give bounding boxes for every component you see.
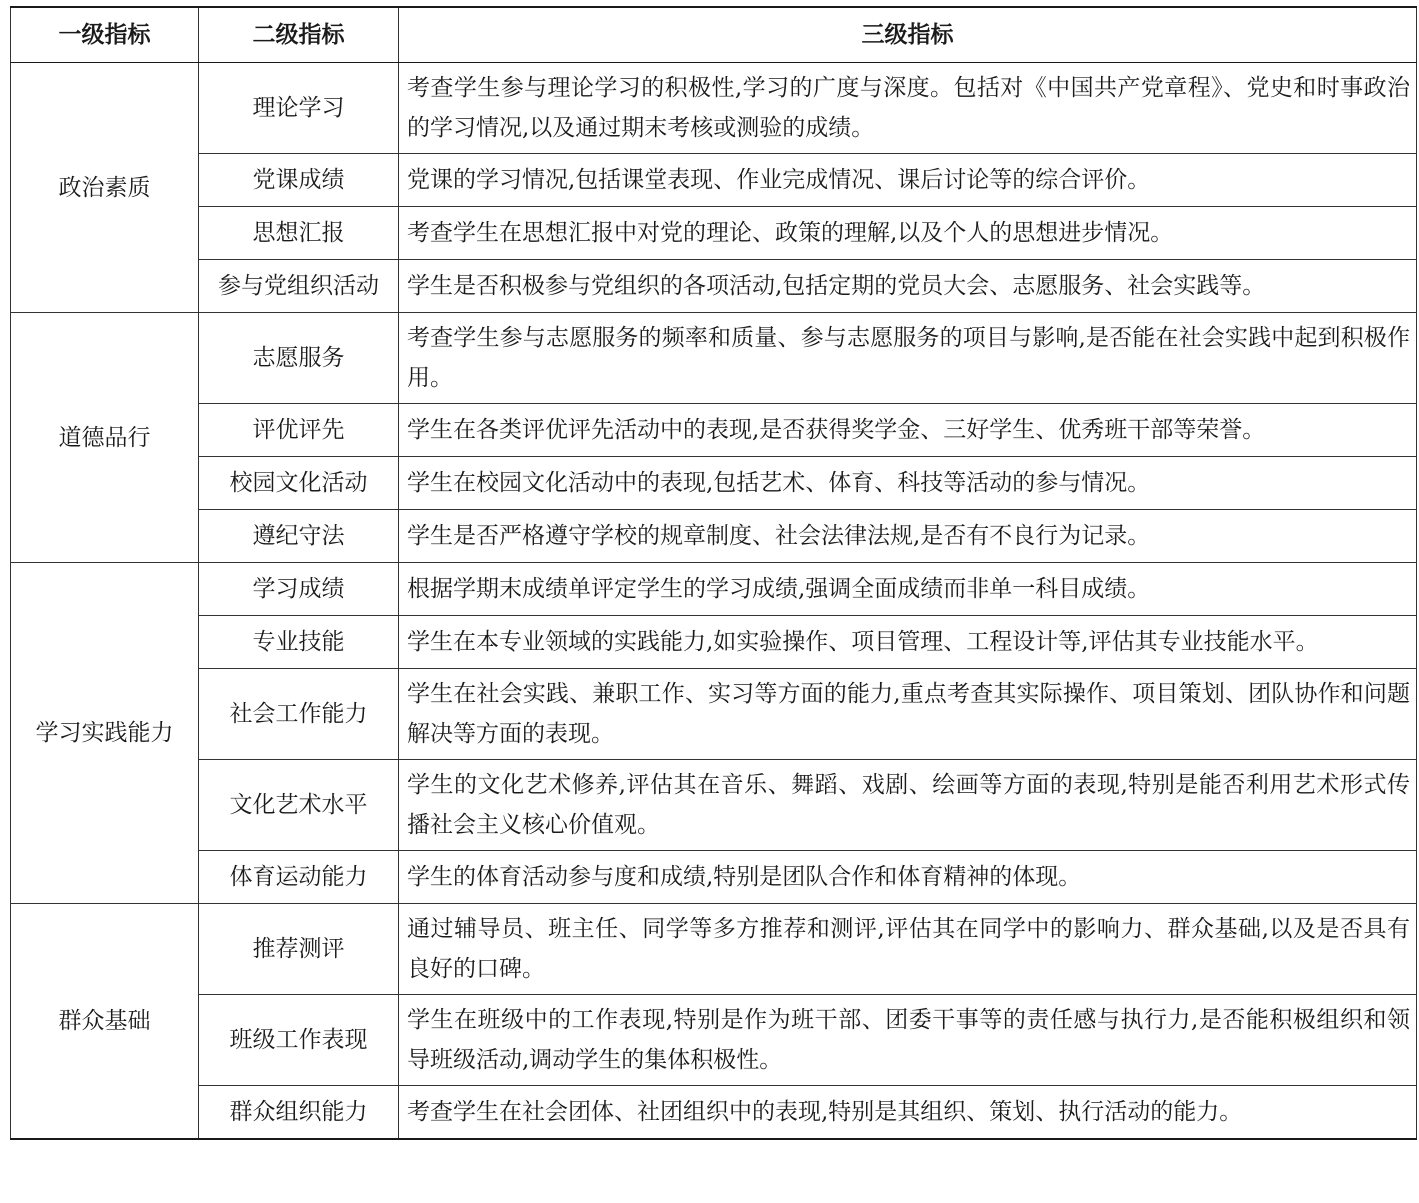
- level3-cell: 学生是否积极参与党组织的各项活动,包括定期的党员大会、志愿服务、社会实践等。: [399, 260, 1417, 313]
- table-row: [11, 760, 1417, 851]
- level2-cell: 志愿服务: [199, 313, 399, 404]
- table-row: [11, 616, 1417, 669]
- level2-cell: 参与党组织活动: [199, 260, 399, 313]
- level1-cell: 政治素质: [11, 63, 199, 313]
- level3-cell: 通过辅导员、班主任、同学等多方推荐和测评,评估其在同学中的影响力、群众基础,以及是否具有良好的口碑。: [399, 904, 1417, 995]
- level3-cell: 党课的学习情况,包括课堂表现、作业完成情况、课后讨论等的综合评价。: [399, 154, 1417, 207]
- level2-cell: 体育运动能力: [199, 851, 399, 904]
- level2-cell: 评优评先: [199, 404, 399, 457]
- level3-cell: 考查学生参与志愿服务的频率和质量、参与志愿服务的项目与影响,是否能在社会实践中起到积极作用。: [399, 313, 1417, 404]
- table-row: [11, 669, 1417, 760]
- level2-cell: 思想汇报: [199, 207, 399, 260]
- table-row: [11, 995, 1417, 1086]
- level3-cell: 考查学生参与理论学习的积极性,学习的广度与深度。包括对《中国共产党章程》、党史和时事政治的学习情况,以及通过期末考核或测验的成绩。: [399, 63, 1417, 154]
- header-level2: 二级指标: [199, 7, 399, 63]
- table-row: [11, 207, 1417, 260]
- table-row: [11, 63, 1417, 154]
- level3-cell: 学生在社会实践、兼职工作、实习等方面的能力,重点考查其实际操作、项目策划、团队协作和问题解决等方面的表现。: [399, 669, 1417, 760]
- level3-cell: 根据学期末成绩单评定学生的学习成绩,强调全面成绩而非单一科目成绩。: [399, 563, 1417, 616]
- indicator-table: [10, 6, 1417, 1140]
- level3-cell: 学生是否严格遵守学校的规章制度、社会法律法规,是否有不良行为记录。: [399, 510, 1417, 563]
- level2-cell: 遵纪守法: [199, 510, 399, 563]
- level2-cell: 文化艺术水平: [199, 760, 399, 851]
- level2-cell: 群众组织能力: [199, 1086, 399, 1140]
- level2-cell: 班级工作表现: [199, 995, 399, 1086]
- level3-cell: 学生在班级中的工作表现,特别是作为班干部、团委干事等的责任感与执行力,是否能积极组织和领导班级活动,调动学生的集体积极性。: [399, 995, 1417, 1086]
- level3-cell: 学生在校园文化活动中的表现,包括艺术、体育、科技等活动的参与情况。: [399, 457, 1417, 510]
- table-row: [11, 404, 1417, 457]
- table-row: [11, 1086, 1417, 1140]
- table-row: [11, 510, 1417, 563]
- table-row: [11, 154, 1417, 207]
- level1-cell: 群众基础: [11, 904, 199, 1140]
- level3-cell: 学生在本专业领域的实践能力,如实验操作、项目管理、工程设计等,评估其专业技能水平。: [399, 616, 1417, 669]
- table-header-row: [11, 7, 1417, 63]
- header-level1: 一级指标: [11, 7, 199, 63]
- level3-cell: 考查学生在社会团体、社团组织中的表现,特别是其组织、策划、执行活动的能力。: [399, 1086, 1417, 1140]
- level3-cell: 学生在各类评优评先活动中的表现,是否获得奖学金、三好学生、优秀班干部等荣誉。: [399, 404, 1417, 457]
- level2-cell: 校园文化活动: [199, 457, 399, 510]
- header-level3: 三级指标: [399, 7, 1417, 63]
- table-row: [11, 457, 1417, 510]
- table-row: [11, 563, 1417, 616]
- table-row: [11, 851, 1417, 904]
- level3-cell: 学生的文化艺术修养,评估其在音乐、舞蹈、戏剧、绘画等方面的表现,特别是能否利用艺术形式传播社会主义核心价值观。: [399, 760, 1417, 851]
- level3-cell: 学生的体育活动参与度和成绩,特别是团队合作和体育精神的体现。: [399, 851, 1417, 904]
- level3-cell: 考查学生在思想汇报中对党的理论、政策的理解,以及个人的思想进步情况。: [399, 207, 1417, 260]
- table-row: [11, 904, 1417, 995]
- level2-cell: 党课成绩: [199, 154, 399, 207]
- level2-cell: 理论学习: [199, 63, 399, 154]
- level2-cell: 社会工作能力: [199, 669, 399, 760]
- level2-cell: 学习成绩: [199, 563, 399, 616]
- level1-cell: 学习实践能力: [11, 563, 199, 904]
- table-row: [11, 260, 1417, 313]
- level1-cell: 道德品行: [11, 313, 199, 563]
- level2-cell: 推荐测评: [199, 904, 399, 995]
- level2-cell: 专业技能: [199, 616, 399, 669]
- table-row: [11, 313, 1417, 404]
